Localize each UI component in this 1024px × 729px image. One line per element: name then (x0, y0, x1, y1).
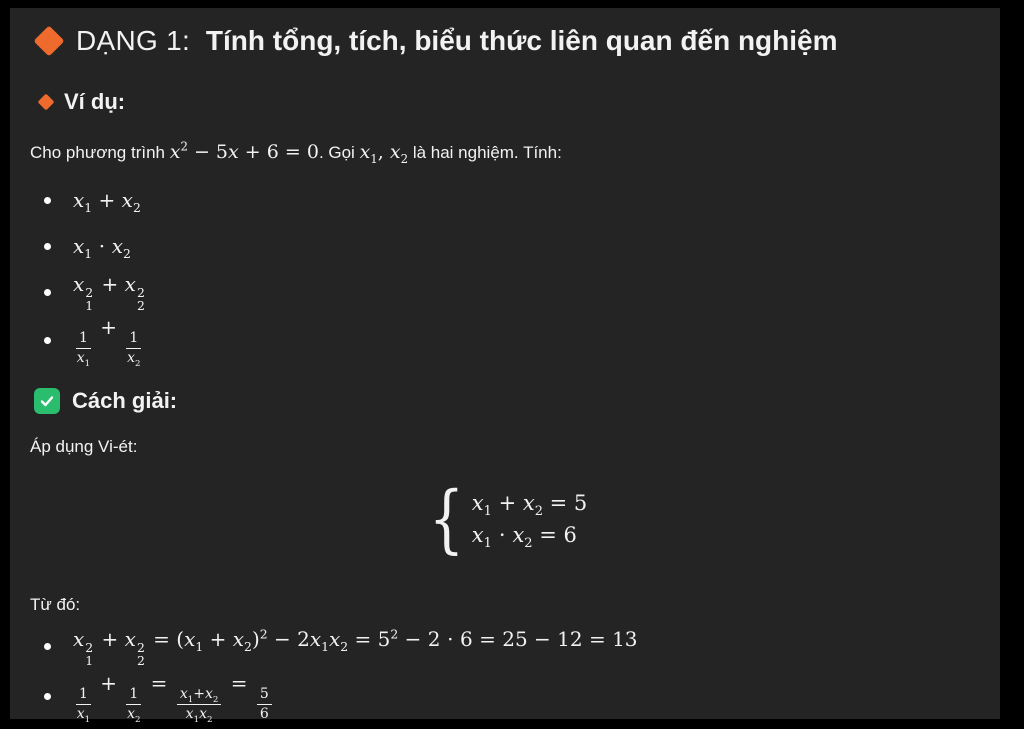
list-item (44, 671, 980, 723)
heading-prefix: DẠNG 1: (76, 25, 191, 56)
expression-math: $x_1 \cdot x_2$ (73, 234, 131, 261)
intro-text: . Gọi (318, 143, 360, 162)
result-math: x 2 1 + x 2 2 = $(x_1 + x_2)^2 - 2x_1x_2 = 5^2 - 2 \cdot 6 = 25 - 12 = 13$ (73, 626, 638, 668)
intro-text: Cho phương trình (30, 143, 170, 162)
solution-label: Cách giải: (72, 387, 178, 413)
problem-statement (30, 140, 980, 165)
list-item (44, 315, 980, 367)
expression-list (30, 177, 980, 367)
list-item (44, 269, 980, 315)
result-list (30, 623, 980, 723)
heading-text (76, 24, 838, 58)
expression-math: $x_1 + x_2$ (73, 188, 141, 215)
solution-heading (34, 387, 980, 415)
system-rows (471, 490, 588, 552)
intro-text: là hai nghiệm. Tính: (408, 143, 562, 162)
dot-icon (44, 243, 51, 250)
equation-math: $x^2 - 5x + 6 = 0$ (169, 139, 319, 163)
list-item (44, 223, 980, 269)
diamond-icon (33, 25, 64, 56)
left-brace: { (428, 475, 464, 562)
expression-math: x 2 1 + x 2 2 (73, 272, 145, 313)
list-item (44, 177, 980, 223)
apply-viet-text: Áp dụng Vi-ét: (30, 436, 138, 456)
example-label: Ví dụ: (64, 89, 126, 114)
diamond-icon (38, 94, 55, 111)
checkmark-glyph (39, 393, 55, 409)
equation-system (30, 471, 980, 567)
roots-math: $x_1$, $x_2$ (359, 141, 409, 166)
document-page (10, 8, 1000, 725)
result-math: $\frac{1}{x_1}$ + $\frac{1}{x_2}$ = $\frac{x_1+x_2}{x_1x_2}$ = $\frac{5}{6}$ (73, 671, 275, 723)
system-equation: $x_1 \cdot x_2 = 6$ (471, 522, 577, 552)
dot-icon (44, 337, 51, 344)
example-heading (40, 88, 980, 116)
section-heading (38, 8, 980, 58)
list-item (44, 623, 980, 671)
check-icon (34, 388, 60, 414)
from-that-text: Từ đó: (30, 594, 81, 614)
expression-math: $\frac{1}{x_1}$ + $\frac{1}{x_2}$ (76, 315, 141, 369)
system-equation: $x_1 + x_2 = 5$ (471, 490, 588, 520)
heading-title: Tính tổng, tích, biểu thức liên quan đến nghiệm (205, 25, 838, 56)
dot-icon (44, 197, 51, 204)
dot-icon (44, 289, 51, 296)
dot-icon (44, 693, 51, 700)
dot-icon (44, 643, 51, 650)
